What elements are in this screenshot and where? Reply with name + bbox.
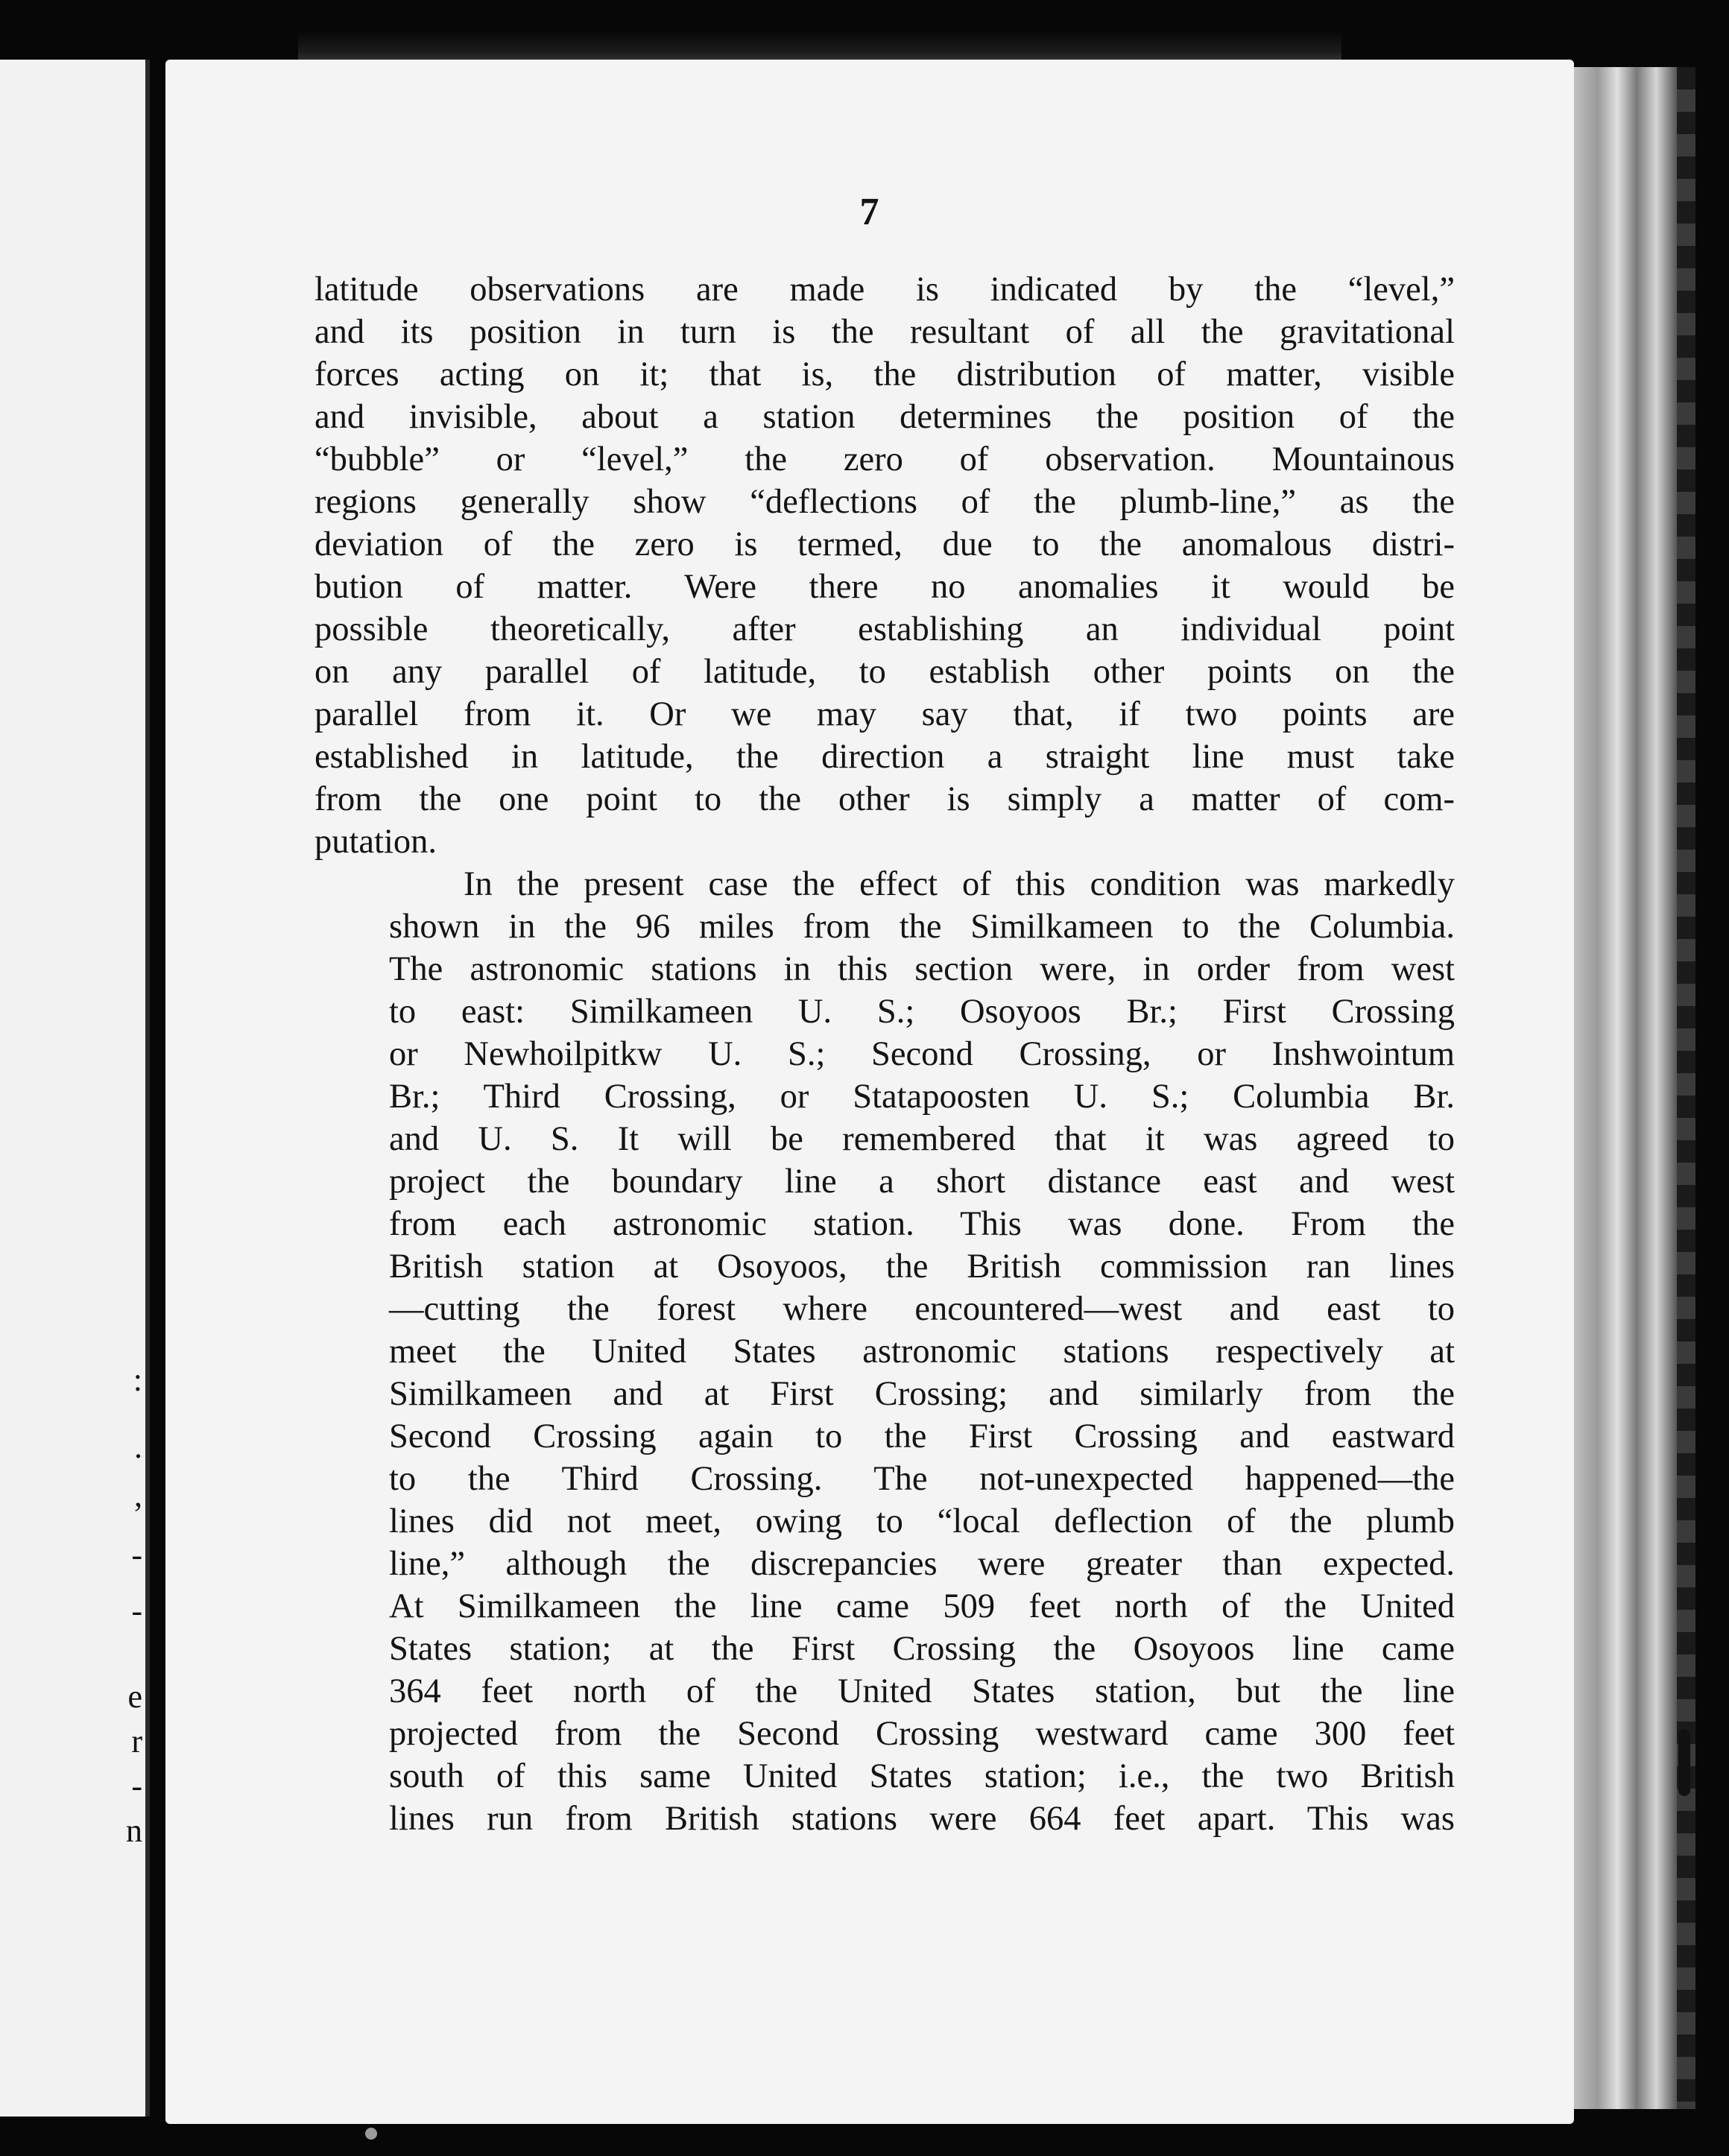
- text-line: The astronomic stations in this section were, in order from west: [389, 950, 1455, 988]
- text-line: and U. S. It will be remembered that it was agreed to: [389, 1120, 1455, 1158]
- page-body-text: [314, 268, 1455, 1840]
- text-line: 364 feet north of the United States station, but the line: [389, 1672, 1455, 1710]
- scan-dust-mark: [365, 2128, 377, 2140]
- text-line: Br.; Third Crossing, or Statapoosten U. S.; Columbia Br.: [389, 1078, 1455, 1116]
- text-line: and invisible, about a station determines the position of the: [314, 398, 1455, 436]
- margin-fragment: r: [131, 1723, 142, 1760]
- text-line: bution of matter. Were there no anomalies it would be: [314, 568, 1455, 606]
- text-line: British station at Osoyoos, the British commission ran lines: [389, 1248, 1455, 1286]
- text-line: lines did not meet, owing to “local deflection of the plumb: [389, 1502, 1455, 1540]
- margin-fragment: :: [133, 1362, 142, 1398]
- text-line: States station; at the First Crossing the Osoyoos line came: [389, 1630, 1455, 1668]
- text-line: project the boundary line a short distance east and west: [389, 1163, 1455, 1201]
- book-page: [165, 60, 1574, 2124]
- text-line: and its position in turn is the resultant of all the gravitational: [314, 313, 1455, 351]
- text-line: Second Crossing again to the First Crossing and eastward: [389, 1417, 1455, 1455]
- text-line: shown in the 96 miles from the Similkameen to the Columbia.: [389, 908, 1455, 946]
- text-line: south of this same United States station; i.e., the two British: [389, 1757, 1455, 1795]
- text-line: latitude observations are made is indicated by the “level,”: [314, 271, 1455, 309]
- text-line: Similkameen and at First Crossing; and similarly from the: [389, 1375, 1455, 1413]
- text-line: —cutting the forest where encountered—west and east to: [389, 1290, 1455, 1328]
- page-edge-notch: [1678, 1729, 1690, 1796]
- margin-fragment: -: [131, 1593, 142, 1629]
- text-line: forces acting on it; that is, the distribution of matter, visible: [314, 355, 1455, 393]
- page-number: 7: [859, 191, 880, 233]
- text-line: or Newhoilpitkw U. S.; Second Crossing, or Inshwointum: [389, 1035, 1455, 1073]
- text-line: established in latitude, the direction a straight line must take: [314, 738, 1455, 776]
- margin-fragment: e: [127, 1678, 142, 1715]
- paragraph-2: [314, 863, 1455, 1840]
- text-line: lines run from British stations were 664 feet apart. This was: [389, 1800, 1455, 1838]
- text-line: deviation of the zero is termed, due to the anomalous distri-: [314, 525, 1455, 563]
- margin-fragment: ,: [134, 1477, 142, 1514]
- text-line: possible theoretically, after establishing an individual point: [314, 610, 1455, 648]
- text-line: regions generally show “deflections of the plumb-line,” as the: [314, 483, 1455, 521]
- text-line: from the one point to the other is simply a matter of com-: [314, 780, 1455, 818]
- left-page-margin-text: [0, 60, 145, 2117]
- paragraph-1: [314, 268, 1455, 863]
- text-line: on any parallel of latitude, to establish other points on the: [314, 653, 1455, 691]
- text-line: At Similkameen the line came 509 feet north of the United: [389, 1587, 1455, 1625]
- text-line: line,” although the discrepancies were greater than expected.: [389, 1545, 1455, 1583]
- text-line: “bubble” or “level,” the zero of observation. Mountainous: [314, 440, 1455, 478]
- left-page-fragment: [0, 60, 150, 2117]
- text-line: to east: Similkameen U. S.; Osoyoos Br.; First Crossing: [389, 993, 1455, 1031]
- text-line: putation.: [314, 823, 437, 861]
- text-line: meet the United States astronomic stations respectively at: [389, 1333, 1455, 1371]
- text-line: projected from the Second Crossing westward came 300 feet: [389, 1715, 1455, 1753]
- margin-fragment: .: [134, 1429, 142, 1465]
- text-line: In the present case the effect of this condition was markedly: [464, 865, 1455, 903]
- margin-fragment: -: [131, 1768, 142, 1804]
- text-line: parallel from it. Or we may say that, if two points are: [314, 695, 1455, 733]
- text-line: to the Third Crossing. The not-unexpected happened—the: [389, 1460, 1455, 1498]
- text-line: from each astronomic station. This was done. From the: [389, 1205, 1455, 1243]
- margin-fragment: -: [131, 1537, 142, 1573]
- book-page-edges: [1565, 67, 1695, 2109]
- margin-fragment: n: [126, 1812, 142, 1849]
